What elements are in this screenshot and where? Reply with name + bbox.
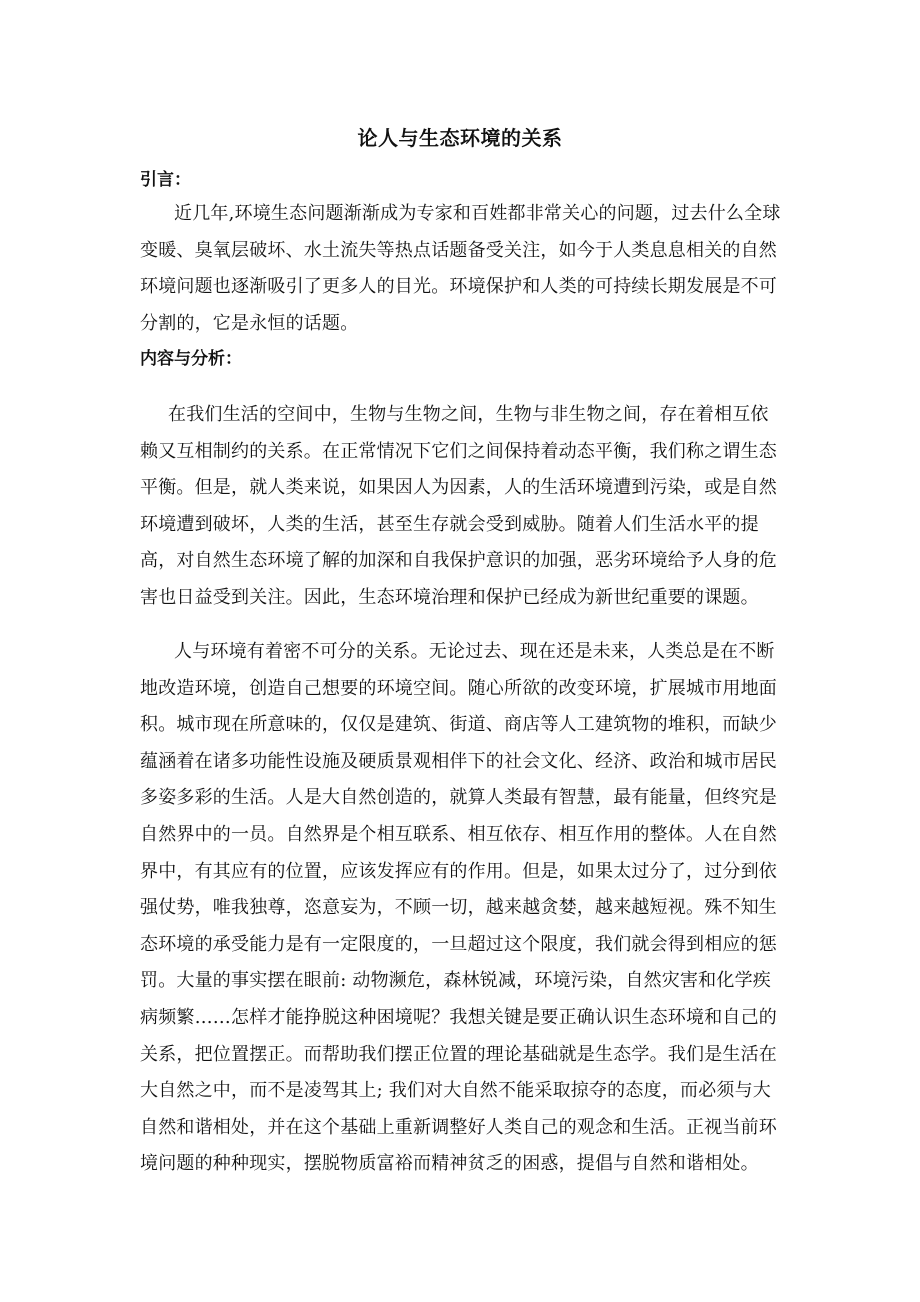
document-title: 论人与生态环境的关系	[357, 126, 563, 150]
body-paragraph-1: 在我们生活的空间中，生物与生物之间，生物与非生物之间，存在着相互依赖又互相制约的关系。在正常情况下它们之间保持着动态平衡，我们称之谓生态平衡。但是，就人类来说，如果因人为因素，人的生活环境遭到污染，或是自然环境遭到破坏，人类的生活，甚至生存就会受到威胁。随着人们生活水平的提高，对自然生态环境了解的加深和自我保护意识的加强，恶劣环境给予人身的危害也日益受到关注。因此，生态环境治理和保护已经成为新世纪重要的课题。	[140, 404, 777, 608]
intro-heading: 引言：	[140, 170, 191, 190]
intro-paragraph: 近几年,环境生态问题渐渐成为专家和百姓都非常关心的问题，过去什么全球变暖、臭氧层破坏、水土流失等热点话题备受关注，如今于人类息息相关的自然环境问题也逐渐吸引了更多人的目光。环境保护和人类的可持续长期发展是不可分割的，它是永恒的话题。	[140, 203, 781, 334]
analysis-heading: 内容与分析：	[140, 349, 242, 369]
body-paragraph-2: 人与环境有着密不可分的关系。无论过去、现在还是未来，人类总是在不断地改造环境，创造自己想要的环境空间。随心所欲的改变环境，扩展城市用地面积。城市现在所意味的，仅仅是建筑、街道、商店等人工建筑物的堆积，而缺少蕴涵着在诸多功能性设施及硬质景观相伴下的社会文化、经济、政治和城市居民多姿多彩的生活。人是大自然创造的，就算人类最有智慧，最有能量，但终究是自然界中的一员。自然界是个相互联系、相互依存、相互作用的整体。人在自然界中，有其应有的位置，应该发挥应有的作用。但是，如果太过分了，过分到依强仗势，唯我独尊，恣意妄为，不顾一切，越来越贪婪，越来越短视。殊不知生态环境的承受能力是有一定限度的，一旦超过这个限度，我们就会得到相应的惩罚。大量的事实摆在眼前: 动物濒危，森林锐减，环境污染，自然灾害和化学疾病频繁……怎样才能挣脱这种困境呢？我想关键是要正确认识生态环境和自己的关系，把位置摆正。而帮助我们摆正位置的理论基础就是生态学。我们是生活在大自然之中，而不是凌驾其上; 我们对大自然不能采取掠夺的态度，而必须与大自然和谐相处，并在这个基础上重新调整好人类自己的观念和生活。正视当前环境问题的种种现实，摆脱物质富裕而精神贫乏的困惑，提倡与自然和谐相处。	[140, 641, 777, 1175]
